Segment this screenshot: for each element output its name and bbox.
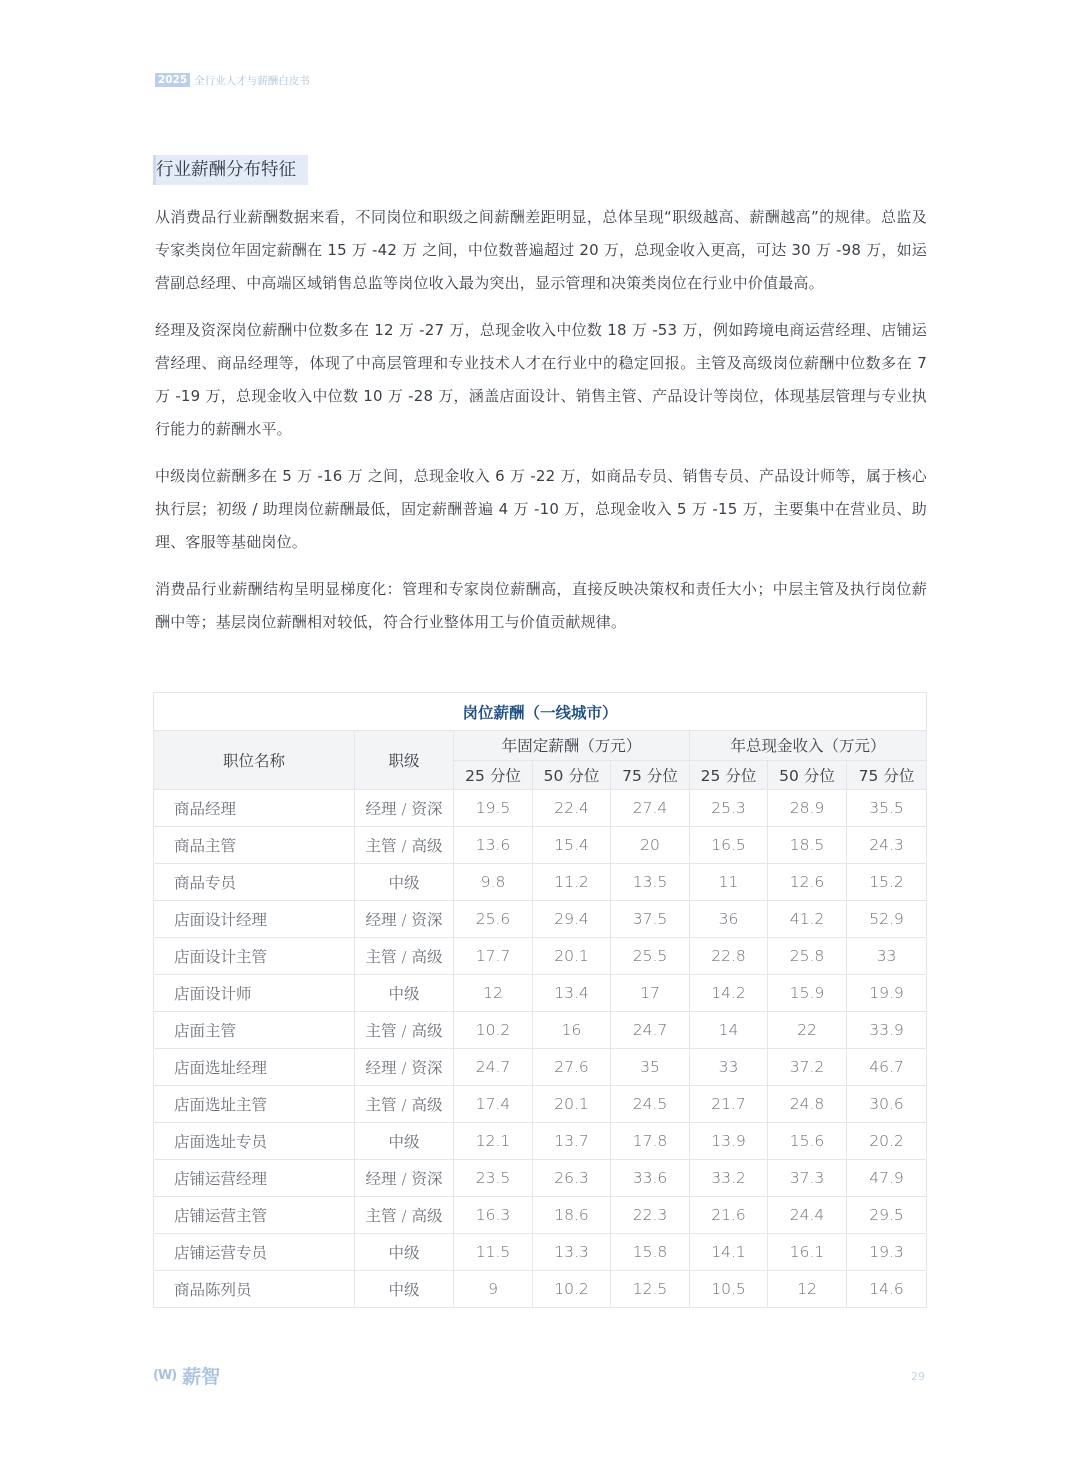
cell-position-name: 商品主管 <box>154 827 355 864</box>
logo-icon: (W) <box>153 1368 177 1383</box>
cell-value: 22 <box>768 1012 847 1049</box>
cell-value: 23.5 <box>454 1160 533 1197</box>
cell-value: 13.3 <box>533 1234 611 1271</box>
cell-value: 24.7 <box>454 1049 533 1086</box>
cell-value: 16.1 <box>768 1234 847 1271</box>
cell-value: 25.3 <box>690 790 768 827</box>
table-row <box>154 827 927 864</box>
cell-position-name: 店铺运营专员 <box>154 1234 355 1271</box>
cell-value: 12.5 <box>611 1271 690 1308</box>
cell-value: 24.5 <box>611 1086 690 1123</box>
table-row <box>154 901 927 938</box>
table-row <box>154 1086 927 1123</box>
cell-value: 14.6 <box>847 1271 927 1308</box>
cell-value: 10.2 <box>454 1012 533 1049</box>
cell-value: 15.2 <box>847 864 927 901</box>
cell-value: 37.5 <box>611 901 690 938</box>
column-header-name: 职位名称 <box>154 731 355 790</box>
table-row <box>154 1049 927 1086</box>
cell-value: 25.6 <box>454 901 533 938</box>
percentile-header: 50 分位 <box>768 760 847 790</box>
cell-value: 41.2 <box>768 901 847 938</box>
cell-value: 20.2 <box>847 1123 927 1160</box>
cell-value: 27.6 <box>533 1049 611 1086</box>
cell-value: 25.5 <box>611 938 690 975</box>
cell-value: 19.3 <box>847 1234 927 1271</box>
cell-level: 主管 / 高级 <box>355 1197 454 1234</box>
cell-value: 10.2 <box>533 1271 611 1308</box>
cell-value: 18.5 <box>768 827 847 864</box>
body-text <box>155 201 927 653</box>
page-header <box>155 72 310 88</box>
cell-level: 经理 / 资深 <box>355 1160 454 1197</box>
group-header-total: 年总现金收入（万元） <box>690 731 927 761</box>
cell-level: 经理 / 资深 <box>355 901 454 938</box>
cell-value: 35 <box>611 1049 690 1086</box>
percentile-header: 75 分位 <box>847 760 927 790</box>
cell-value: 21.7 <box>690 1086 768 1123</box>
cell-value: 27.4 <box>611 790 690 827</box>
cell-level: 中级 <box>355 864 454 901</box>
cell-value: 20.1 <box>533 1086 611 1123</box>
cell-value: 14.1 <box>690 1234 768 1271</box>
logo-text: 薪智 <box>182 1366 221 1388</box>
cell-value: 22.4 <box>533 790 611 827</box>
cell-level: 经理 / 资深 <box>355 790 454 827</box>
cell-value: 29.5 <box>847 1197 927 1234</box>
cell-value: 17 <box>611 975 690 1012</box>
cell-value: 14.2 <box>690 975 768 1012</box>
cell-value: 10.5 <box>690 1271 768 1308</box>
table-row <box>154 864 927 901</box>
table-row <box>154 1012 927 1049</box>
cell-value: 52.9 <box>847 901 927 938</box>
table-row <box>154 1271 927 1308</box>
cell-level: 中级 <box>355 1271 454 1308</box>
salary-table <box>153 692 927 1308</box>
cell-position-name: 店铺运营主管 <box>154 1197 355 1234</box>
cell-value: 9.8 <box>454 864 533 901</box>
cell-value: 47.9 <box>847 1160 927 1197</box>
cell-value: 24.3 <box>847 827 927 864</box>
cell-value: 33.9 <box>847 1012 927 1049</box>
cell-value: 19.9 <box>847 975 927 1012</box>
cell-level: 中级 <box>355 1123 454 1160</box>
section-title: 行业薪酬分布特征 <box>153 155 308 185</box>
cell-value: 20.1 <box>533 938 611 975</box>
table-row <box>154 975 927 1012</box>
cell-value: 22.8 <box>690 938 768 975</box>
cell-level: 中级 <box>355 975 454 1012</box>
cell-value: 16.3 <box>454 1197 533 1234</box>
paragraph-3: 中级岗位薪酬多在 5 万 -16 万 之间，总现金收入 6 万 -22 万，如商品专员、销售专员、产品设计师等，属于核心执行层；初级 / 助理岗位薪酬最低，固定薪酬普遍 4 万 -10 万，总现金收入 5 万 -15 万，主要集中在营业员、助理、客服等基础岗位。 <box>155 467 927 551</box>
cell-value: 19.5 <box>454 790 533 827</box>
percentile-header: 50 分位 <box>533 760 611 790</box>
cell-value: 12 <box>454 975 533 1012</box>
cell-value: 24.4 <box>768 1197 847 1234</box>
percentile-header: 25 分位 <box>454 760 533 790</box>
page-number: 29 <box>911 1370 925 1383</box>
table-row <box>154 790 927 827</box>
cell-value: 17.7 <box>454 938 533 975</box>
cell-value: 18.6 <box>533 1197 611 1234</box>
cell-value: 21.6 <box>690 1197 768 1234</box>
cell-value: 17.8 <box>611 1123 690 1160</box>
cell-value: 13.7 <box>533 1123 611 1160</box>
cell-value: 9 <box>454 1271 533 1308</box>
cell-value: 24.8 <box>768 1086 847 1123</box>
cell-value: 13.6 <box>454 827 533 864</box>
cell-value: 20 <box>611 827 690 864</box>
cell-position-name: 店面设计师 <box>154 975 355 1012</box>
cell-value: 26.3 <box>533 1160 611 1197</box>
table-row <box>154 1197 927 1234</box>
cell-value: 11 <box>690 864 768 901</box>
cell-value: 33.2 <box>690 1160 768 1197</box>
cell-value: 17.4 <box>454 1086 533 1123</box>
cell-value: 12.6 <box>768 864 847 901</box>
cell-position-name: 店面选址主管 <box>154 1086 355 1123</box>
cell-value: 13.9 <box>690 1123 768 1160</box>
percentile-header: 75 分位 <box>611 760 690 790</box>
cell-position-name: 商品经理 <box>154 790 355 827</box>
cell-value: 15.4 <box>533 827 611 864</box>
cell-position-name: 店面设计经理 <box>154 901 355 938</box>
cell-value: 29.4 <box>533 901 611 938</box>
cell-level: 主管 / 高级 <box>355 1086 454 1123</box>
cell-value: 11.5 <box>454 1234 533 1271</box>
cell-level: 中级 <box>355 1234 454 1271</box>
cell-value: 37.2 <box>768 1049 847 1086</box>
cell-position-name: 商品陈列员 <box>154 1271 355 1308</box>
cell-value: 28.9 <box>768 790 847 827</box>
group-header-fixed: 年固定薪酬（万元） <box>454 731 690 761</box>
cell-value: 46.7 <box>847 1049 927 1086</box>
cell-value: 12.1 <box>454 1123 533 1160</box>
cell-value: 37.3 <box>768 1160 847 1197</box>
cell-value: 33.6 <box>611 1160 690 1197</box>
cell-position-name: 店面选址专员 <box>154 1123 355 1160</box>
cell-value: 15.6 <box>768 1123 847 1160</box>
cell-value: 14 <box>690 1012 768 1049</box>
cell-value: 36 <box>690 901 768 938</box>
cell-position-name: 商品专员 <box>154 864 355 901</box>
salary-table-container <box>153 692 926 1308</box>
cell-position-name: 店面主管 <box>154 1012 355 1049</box>
cell-value: 25.8 <box>768 938 847 975</box>
paragraph-2: 经理及资深岗位薪酬中位数多在 12 万 -27 万，总现金收入中位数 18 万 -53 万，例如跨境电商运营经理、店铺运营经理、商品经理等，体现了中高层管理和专业技术人才在行业中的稳定回报。主管及高级岗位薪酬中位数多在 7 万 -19 万，总现金收入中位数 10 万 -28 万，涵盖店面设计、销售主管、产品设计等岗位，体现基层管理与专业执行能力的薪酬水平。 <box>155 321 927 438</box>
cell-value: 16.5 <box>690 827 768 864</box>
cell-value: 22.3 <box>611 1197 690 1234</box>
cell-value: 13.4 <box>533 975 611 1012</box>
cell-value: 16 <box>533 1012 611 1049</box>
cell-value: 13.5 <box>611 864 690 901</box>
cell-position-name: 店铺运营经理 <box>154 1160 355 1197</box>
cell-value: 12 <box>768 1271 847 1308</box>
cell-value: 35.5 <box>847 790 927 827</box>
cell-value: 33 <box>847 938 927 975</box>
cell-level: 主管 / 高级 <box>355 827 454 864</box>
header-title: 全行业人才与薪酬白皮书 <box>194 74 310 87</box>
paragraph-4: 消费品行业薪酬结构呈明显梯度化：管理和专家岗位薪酬高，直接反映决策权和责任大小；中层主管及执行岗位薪酬中等；基层岗位薪酬相对较低，符合行业整体用工与价值贡献规律。 <box>155 580 927 631</box>
cell-value: 30.6 <box>847 1086 927 1123</box>
table-row <box>154 1123 927 1160</box>
cell-position-name: 店面选址经理 <box>154 1049 355 1086</box>
cell-position-name: 店面设计主管 <box>154 938 355 975</box>
footer-logo <box>153 1362 220 1389</box>
percentile-header: 25 分位 <box>690 760 768 790</box>
table-row <box>154 1160 927 1197</box>
cell-value: 15.8 <box>611 1234 690 1271</box>
cell-level: 经理 / 资深 <box>355 1049 454 1086</box>
cell-value: 33 <box>690 1049 768 1086</box>
column-header-level: 职级 <box>355 731 454 790</box>
table-body <box>154 790 927 1308</box>
paragraph-1: 从消费品行业薪酬数据来看，不同岗位和职级之间薪酬差距明显，总体呈现“职级越高、薪酬越高”的规律。总监及专家类岗位年固定薪酬在 15 万 -42 万 之间，中位数普遍超过 20 万，总现金收入更高，可达 30 万 -98 万，如运营副总经理、中高端区域销售总监等岗位收入最为突出，显示管理和决策类岗位在行业中价值最高。 <box>155 208 927 292</box>
cell-level: 主管 / 高级 <box>355 1012 454 1049</box>
table-title: 岗位薪酬（一线城市） <box>154 693 927 731</box>
table-row <box>154 1234 927 1271</box>
table-row <box>154 938 927 975</box>
header-year-badge: 2025 <box>155 73 190 87</box>
cell-value: 11.2 <box>533 864 611 901</box>
cell-value: 15.9 <box>768 975 847 1012</box>
cell-value: 24.7 <box>611 1012 690 1049</box>
cell-level: 主管 / 高级 <box>355 938 454 975</box>
